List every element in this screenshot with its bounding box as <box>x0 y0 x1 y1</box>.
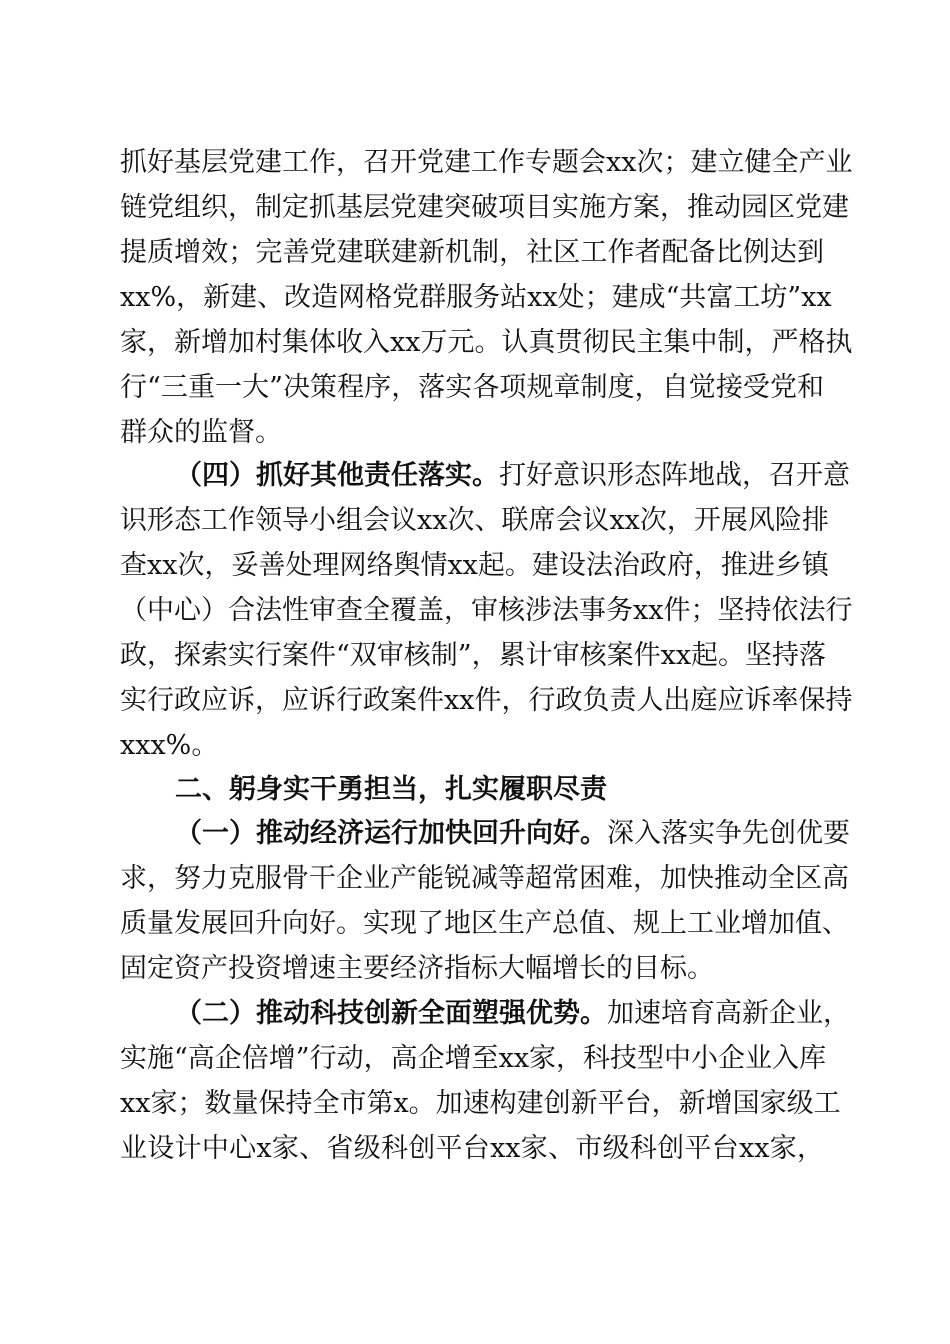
text-line: 链党组织，制定抓基层党建突破项目实施方案，推动园区党建 <box>120 192 849 223</box>
paragraph-lead-rest: 加速培育高新企业， <box>607 998 850 1029</box>
paragraph-first-line <box>175 996 850 1032</box>
text-line: xx家；数量保持全市第x。加速构建创新平台，新增国家级工 <box>120 1088 841 1119</box>
paragraph-lead: （二）推动科技创新全面塑强优势。 <box>175 998 607 1029</box>
text-line: 群众的监督。 <box>120 417 282 448</box>
text-line: 业设计中心x家、省级科创平台xx家、市级科创平台xx家， <box>120 1133 824 1164</box>
text-line: xxx%。 <box>120 730 219 761</box>
paragraph-first-line <box>175 458 850 494</box>
text-line: 政，探索实行案件“双审核制”，累计审核案件xx起。坚持落 <box>120 640 827 671</box>
paragraph-lead-rest: 打好意识形态阵地战，召开意 <box>499 460 850 491</box>
section-heading: 二、躬身实干勇担当，扎实履职尽责 <box>175 774 607 805</box>
paragraph-lead-rest: 深入落实争先创优要 <box>607 818 850 849</box>
paragraph-first-line <box>175 816 850 852</box>
text-line: 抓好基层党建工作，召开党建工作专题会xx次；建立健全产业 <box>120 147 853 178</box>
text-line: 求，努力克服骨干企业产能锐减等超常困难，加快推动全区高 <box>120 863 849 894</box>
paragraph-lead: （四）抓好其他责任落实。 <box>175 460 499 491</box>
text-line: 识形态工作领导小组会议xx次、联席会议xx次，开展风险排 <box>120 505 829 536</box>
text-line: 家，新增加村集体收入xx万元。认真贯彻民主集中制，严格执 <box>120 327 853 358</box>
text-line: 质量发展回升向好。实现了地区生产总值、规上工业增加值、 <box>120 908 849 939</box>
text-line: 查xx次，妥善处理网络舆情xx起。建设法治政府，推进乡镇 <box>120 550 829 581</box>
text-line: （中心）合法性审查全覆盖，审核涉法事务xx件；坚持依法行 <box>120 595 853 626</box>
text-line: 实行政应诉，应诉行政案件xx件，行政负责人出庭应诉率保持 <box>120 685 853 716</box>
text-line: 固定资产投资增速主要经济指标大幅增长的目标。 <box>120 953 714 984</box>
text-line: 实施“高企倍增”行动，高企增至xx家，科技型中小企业入库 <box>120 1043 827 1074</box>
text-line: 行“三重一大”决策程序，落实各项规章制度，自觉接受党和 <box>120 372 824 403</box>
paragraph-lead: （一）推动经济运行加快回升向好。 <box>175 818 607 849</box>
text-line: xx%，新建、改造网格党群服务站xx处；建成“共富工坊”xx <box>120 282 832 313</box>
text-line: 提质增效；完善党建联建新机制，社区工作者配备比例达到 <box>120 237 824 268</box>
